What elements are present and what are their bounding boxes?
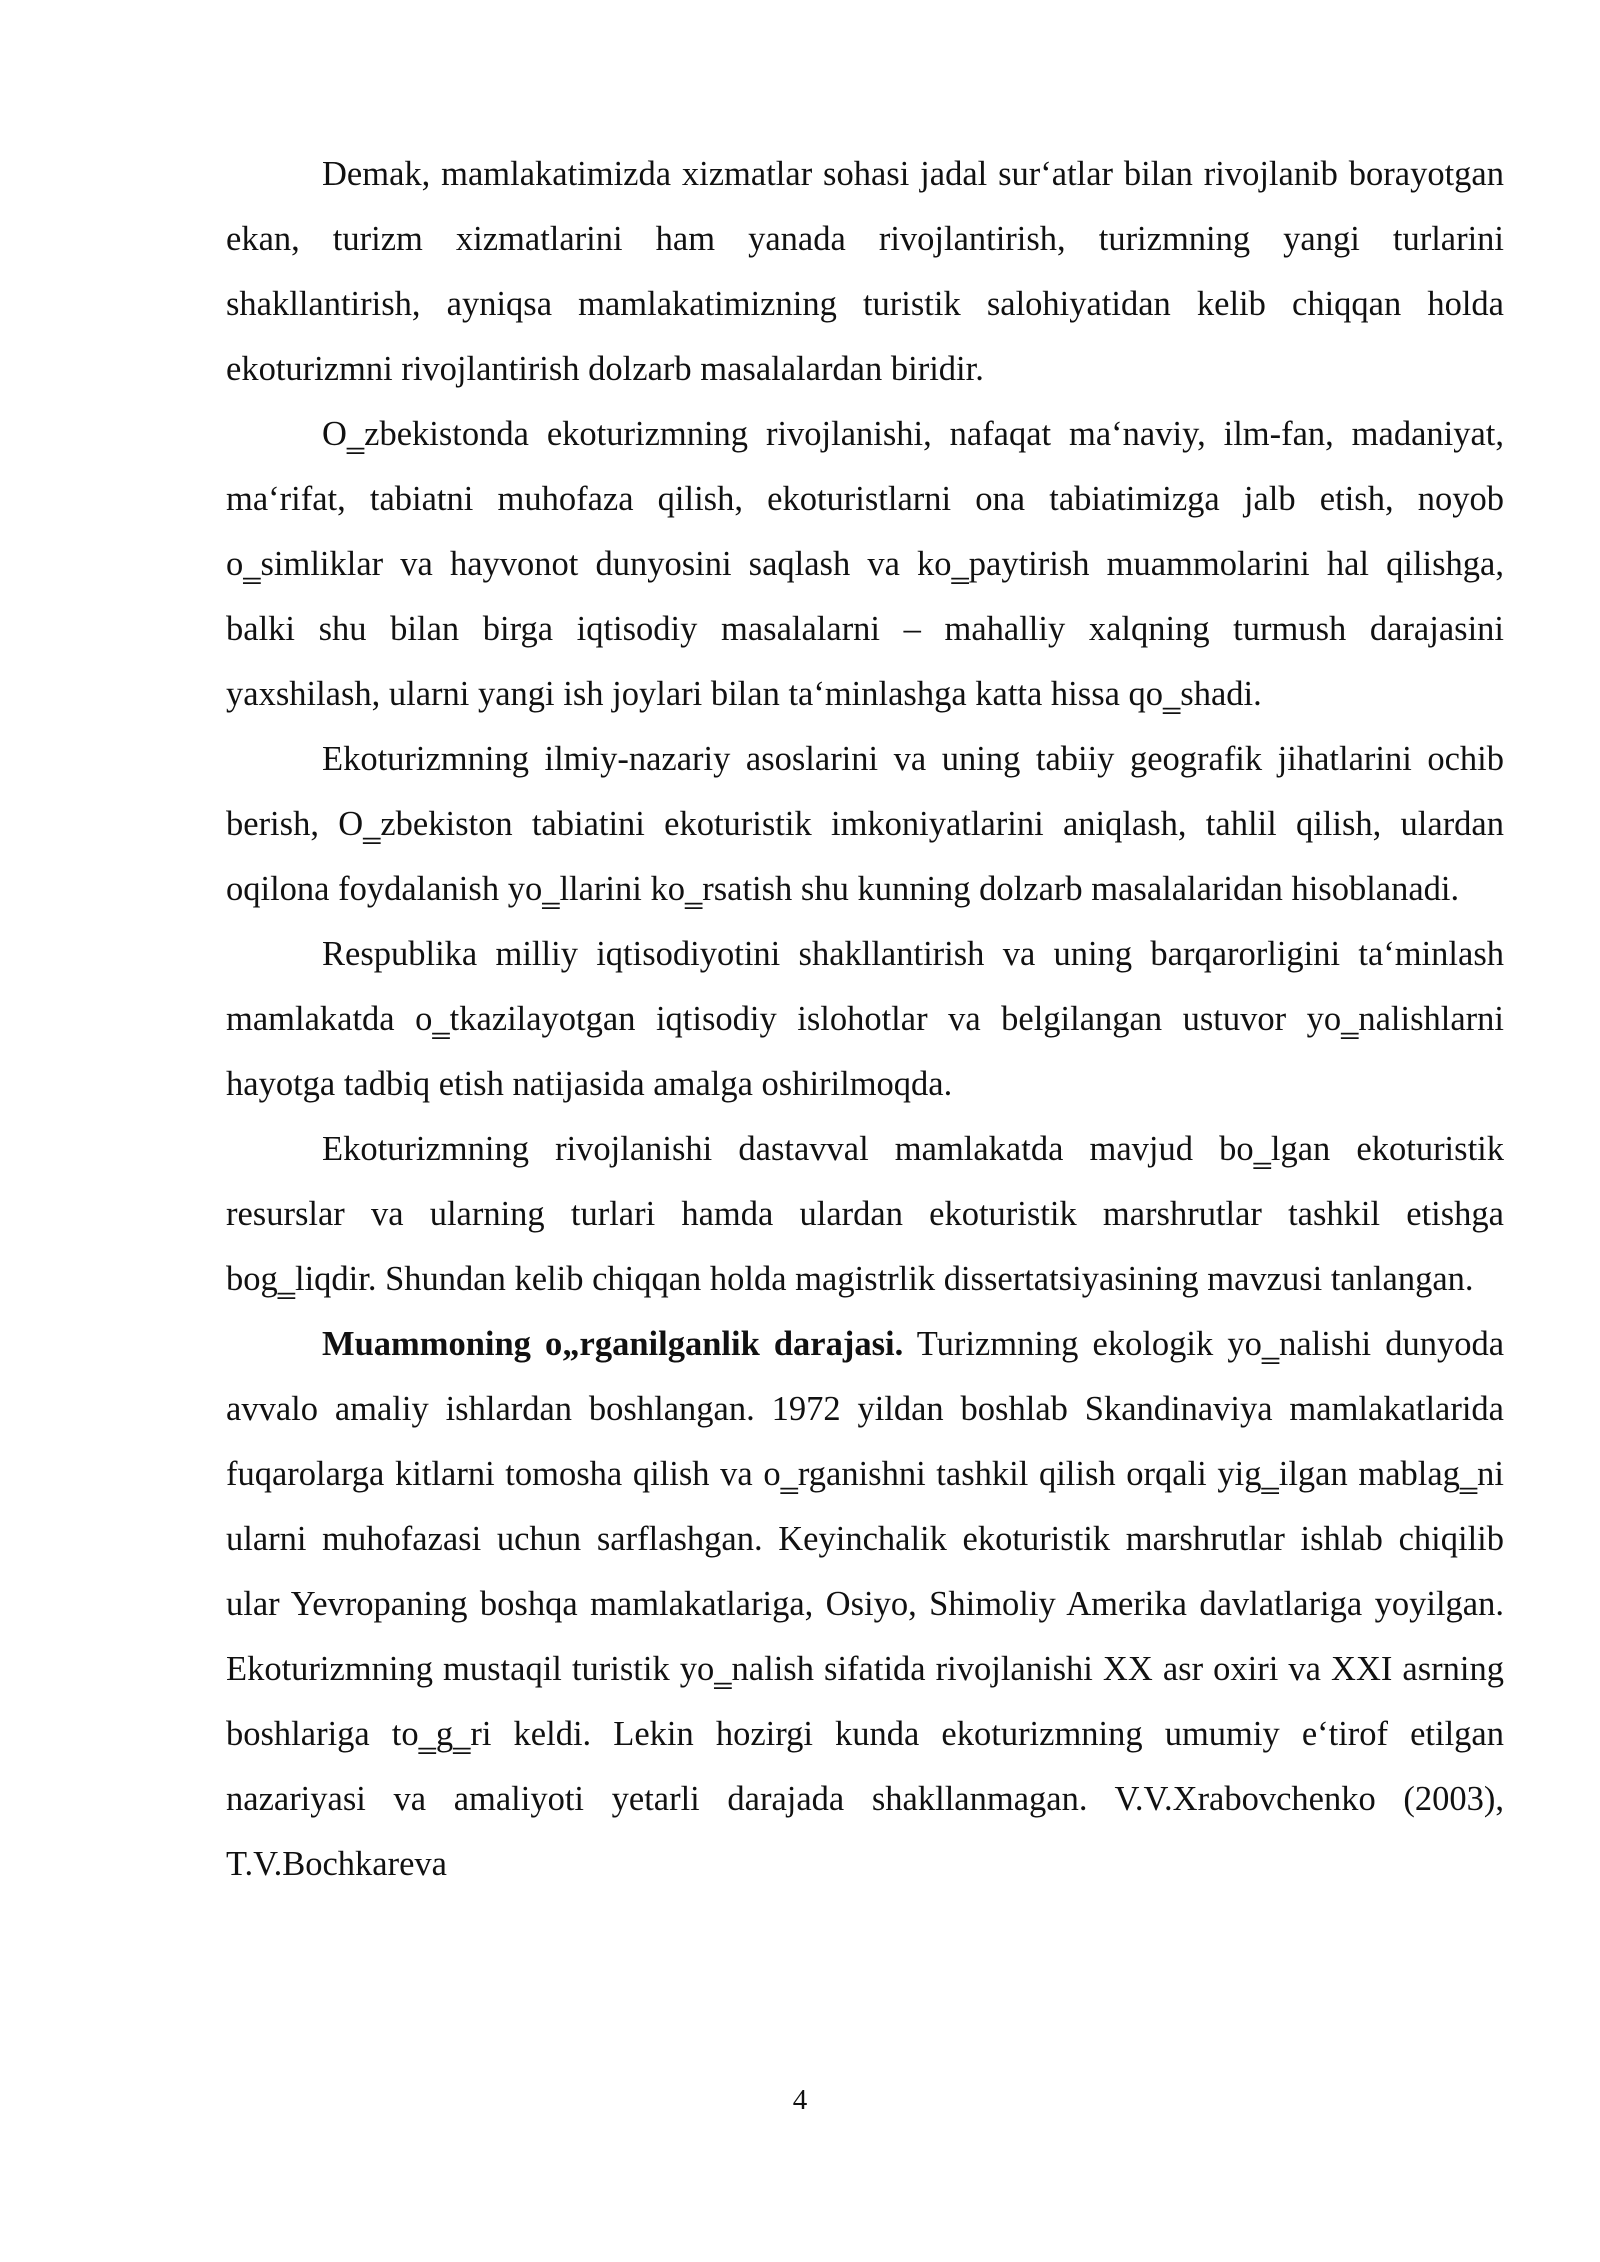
paragraph-5: Ekoturizmning rivojlanishi dastavval mamlakatda mavjud bo‗lgan ekoturistik resurslar va ularning turlari hamda ulardan ekoturistik marshrutlar tashkil etishga bog‗liqdir. Shundan kelib chiqqan holda magistrlik dissertatsiyasining mavzusi tanlangan.	[226, 1130, 1504, 1298]
paragraph-4: Respublika milliy iqtisodiyotini shakllantirish va uning barqarorligini ta‘minlash mamlakatda o‗tkazilayotgan iqtisodiy islohotlar va belgilangan ustuvor yo‗nalishlarni hayotga tadbiq etish natijasida amalga oshirilmoqda.	[226, 935, 1504, 1103]
paragraph-3: Ekoturizmning ilmiy-nazariy asoslarini va uning tabiiy geografik jihatlarini ochib berish, O‗zbekiston tabiatini ekoturistik imkoniyatlarini aniqlash, tahlil qilish, ulardan oqilona foydalanish yo‗llarini ko‗rsatish shu kunning dolzarb masalalaridan hisoblanadi.	[226, 740, 1504, 908]
paragraph-6	[226, 1312, 1504, 1897]
paragraph-2: O‗zbekistonda ekoturizmning rivojlanishi, nafaqat ma‘naviy, ilm-fan, madaniyat, ma‘rifat, tabiatni muhofaza qilish, ekoturistlarni ona tabiatimizga jalb etish, noyob o‗simliklar va hayvonot dunyosini saqlash va ko‗paytirish muammolarini hal qilishga, balki shu bilan birga iqtisodiy masalalarni – mahalliy xalqning turmush darajasini yaxshilash, ularni yangi ish joylari bilan ta‘minlashga katta hissa qo‗shadi.	[226, 415, 1504, 713]
section-heading: Muammoning o„rganilganlik darajasi.	[322, 1325, 904, 1363]
document-page	[226, 142, 1504, 1897]
page-number: 4	[792, 2084, 808, 2116]
paragraph-6-text: Turizmning ekologik yo‗nalishi dunyoda avvalo amaliy ishlardan boshlangan. 1972 yildan boshlab Skandinaviya mamlakatlarida fuqarolarga kitlarni tomosha qilish va o‗rganishni tashkil qilish orqali yig‗ilgan mablag‗ni ularni muhofazasi uchun sarflashgan. Keyinchalik ekoturistik marshrutlar ishlab chiqilib ular Yevropaning boshqa mamlakatlariga, Osiyo, Shimoliy Amerika davlatlariga yoyilgan. Ekoturizmning mustaqil turistik yo‗nalish sifatida rivojlanishi XX asr oxiri va XXI asrning boshlariga to‗g‗ri keldi. Lekin hozirgi kunda ekoturizmning umumiy e‘tirof etilgan nazariyasi va amaliyoti yetarli darajada shakllanmagan. V.V.Xrabovchenko (2003), T.V.Bochkareva	[226, 1325, 1505, 1883]
paragraph-1: Demak, mamlakatimizda xizmatlar sohasi jadal sur‘atlar bilan rivojlanib borayotgan ekan, turizm xizmatlarini ham yanada rivojlantirish, turizmning yangi turlarini shakllantirish, ayniqsa mamlakatimizning turistik salohiyatidan kelib chiqqan holda ekoturizmni rivojlantirish dolzarb masalalardan biridir.	[226, 155, 1504, 388]
